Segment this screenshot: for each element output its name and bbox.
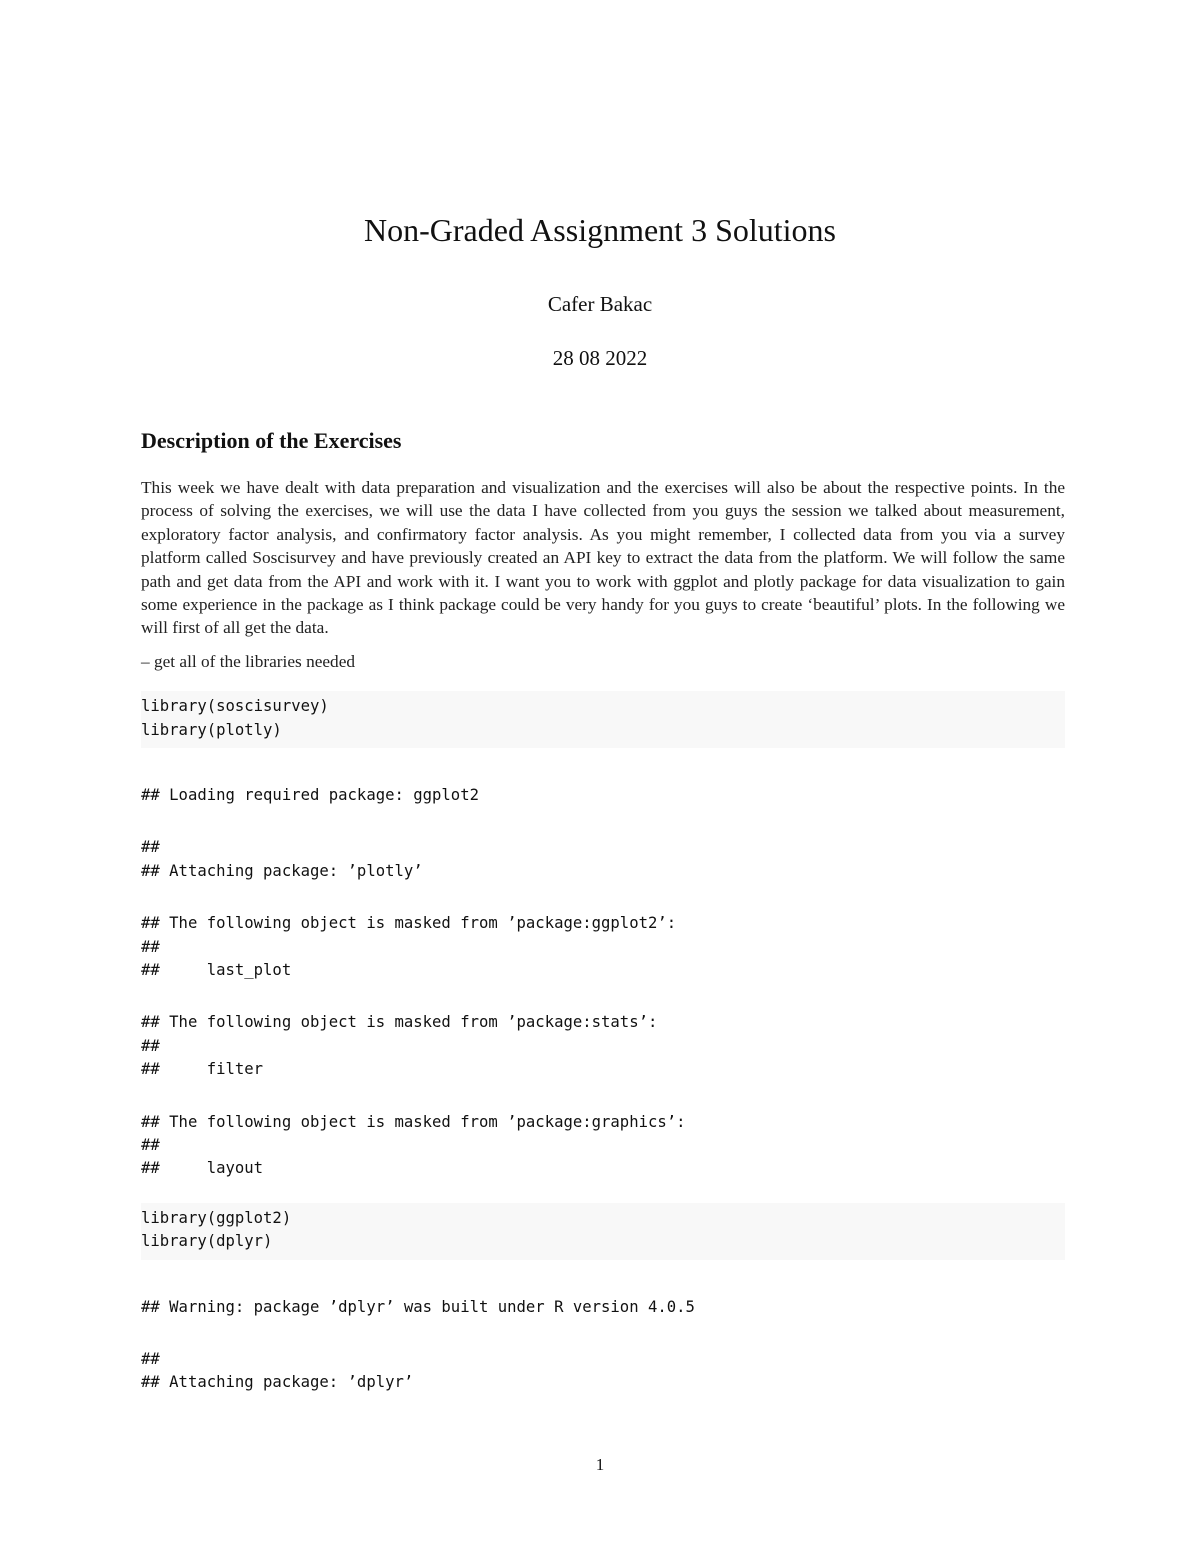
libraries-note: – get all of the libraries needed (141, 651, 356, 671)
code-line: library(plotly) (141, 720, 282, 739)
output-block (141, 1296, 1065, 1319)
code-line: library(soscisurvey) (141, 697, 329, 716)
output-block (141, 784, 1065, 807)
code-line: library(ggplot2) (141, 1208, 292, 1227)
output-line: ## Attaching package: ’plotly’ (141, 861, 423, 880)
output-line: ## The following object is masked from ’package:graphics’: (141, 1112, 686, 1131)
output-block (141, 912, 1065, 982)
output-line: ## (141, 1135, 160, 1154)
output-line: ## filter (141, 1060, 264, 1079)
output-block (141, 1011, 1065, 1081)
output-line: ## (141, 1349, 160, 1368)
output-line: ## (141, 1036, 160, 1055)
code-chunk-2 (141, 1203, 1065, 1260)
output-line: ## Loading required package: ggplot2 (141, 786, 479, 805)
document-title: Non-Graded Assignment 3 Solutions (364, 212, 836, 248)
body-paragraph: This week we have dealt with data preparation and visualization and the exercises will also be about the respective points. In the process of solving the exercises, we will use the data I have collected from you guys the session we talked about measurement, exploratory factor analysis, and confirmatory factor analysis. As you might remember, I collected data from you via a survey platform called Soscisurvey and have previously created an API key to extract the data from the platform. We will follow the same path and get data from the API and work with it. I want you to work with ggplot and plotly package for data visualization to gain some experience in the package as I think package could be very handy for you guys to create ‘beautiful’ plots. In the following we will first of all get the data. (141, 478, 1065, 638)
output-line: ## (141, 937, 160, 956)
code-chunk-1 (141, 691, 1065, 748)
page-number: 1 (595, 1455, 605, 1474)
code-line: library(dplyr) (141, 1232, 273, 1251)
document-date: 28 08 2022 (552, 346, 648, 370)
document-body (141, 428, 1065, 1424)
section-heading: Description of the Exercises (141, 428, 402, 453)
output-line: ## Attaching package: ’dplyr’ (141, 1373, 414, 1392)
output-line: ## The following object is masked from ’package:ggplot2’: (141, 914, 677, 933)
document-author: Cafer Bakac (547, 292, 653, 316)
output-line: ## (141, 838, 160, 857)
output-block (141, 1348, 1065, 1395)
output-line: ## The following object is masked from ’package:stats’: (141, 1013, 658, 1032)
output-block (141, 1111, 1065, 1181)
output-line: ## Warning: package ’dplyr’ was built under R version 4.0.5 (141, 1297, 695, 1316)
output-line: ## last_plot (141, 960, 292, 979)
output-line: ## layout (141, 1159, 264, 1178)
output-block (141, 836, 1065, 883)
